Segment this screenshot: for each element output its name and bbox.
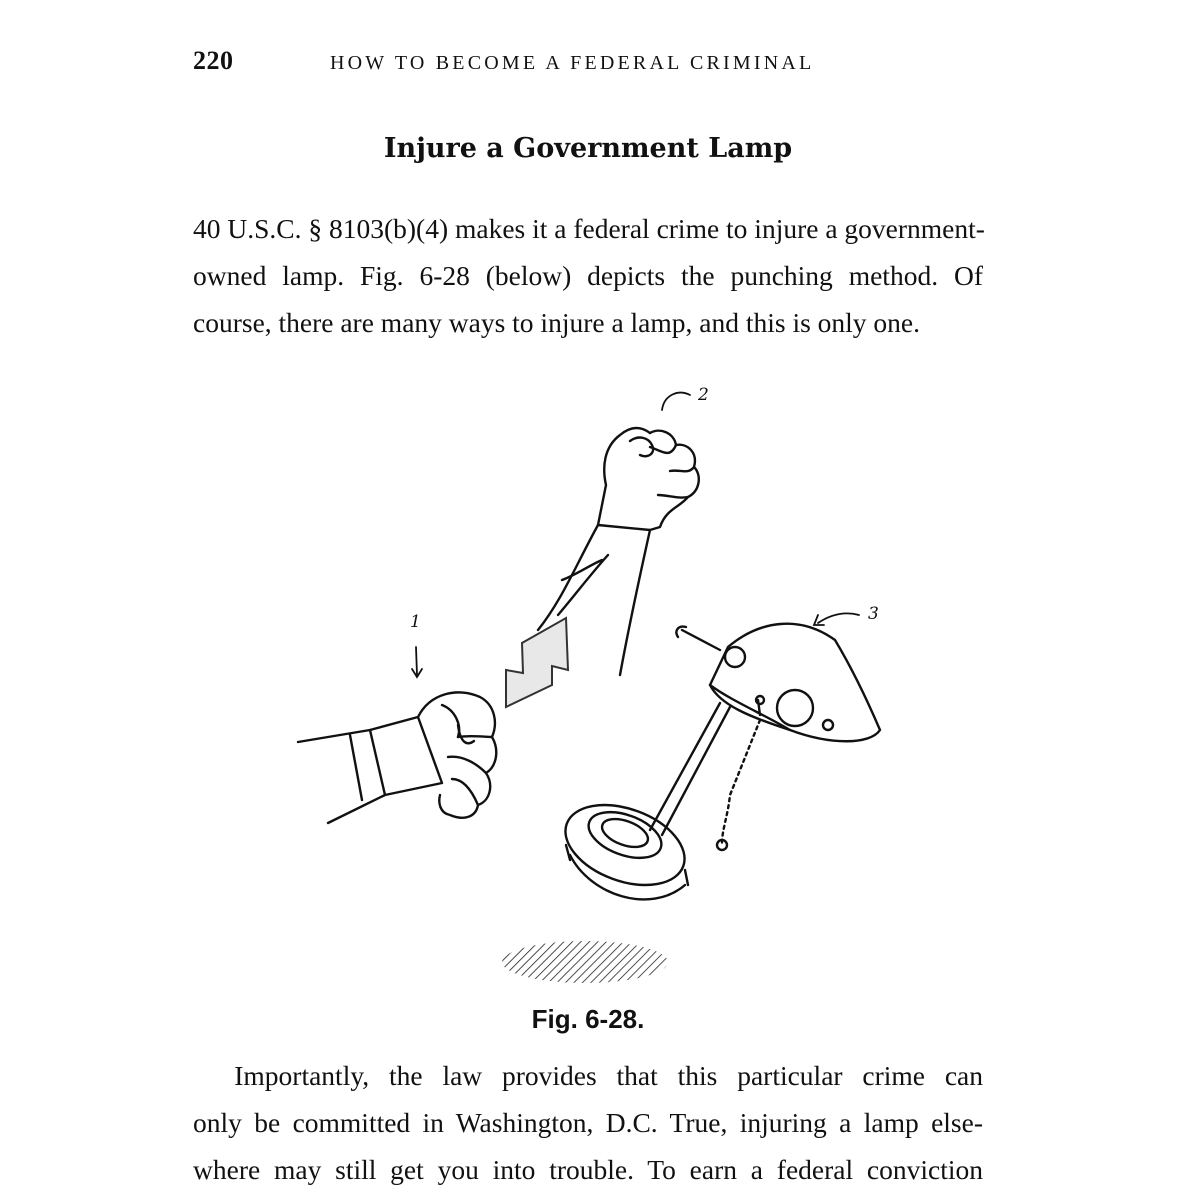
label-2: 2: [698, 385, 709, 405]
paragraph-line: 40 U.S.C. § 8103(b)(4) makes it a federal crime to injure a government-: [193, 213, 985, 244]
paragraph-jurisdiction: [193, 1052, 983, 1193]
figure-illustration: [290, 375, 910, 985]
paragraph-line: only be committed in Washington, D.C. True, injuring a lamp else-: [193, 1107, 983, 1138]
leader-lines: [412, 393, 859, 677]
label-1: 1: [410, 612, 421, 632]
figure-caption: Fig. 6-28.: [531, 1004, 645, 1034]
figure-labels: [410, 385, 879, 632]
section-title: Injure a Government Lamp: [383, 133, 793, 164]
page-number: 220: [193, 46, 234, 75]
paragraph-line: owned lamp. Fig. 6-28 (below) depicts the punching method. Of: [193, 260, 983, 291]
paragraph-line: where may still get you into trouble. To earn a federal conviction: [193, 1154, 983, 1185]
running-head: HOW TO BECOME A FEDERAL CRIMINAL: [330, 52, 815, 74]
motion-arrow: [506, 618, 568, 707]
desk-lamp-drawing: [554, 624, 880, 900]
shadow-ellipse: [502, 941, 668, 983]
paragraph-line: Importantly, the law provides that this particular crime can: [193, 1060, 983, 1091]
label-3: 3: [868, 604, 879, 624]
paragraph-intro: [193, 205, 983, 346]
paragraph-line: course, there are many ways to injure a lamp, and this is only one.: [193, 307, 921, 338]
left-fist-drawing: [298, 692, 496, 823]
